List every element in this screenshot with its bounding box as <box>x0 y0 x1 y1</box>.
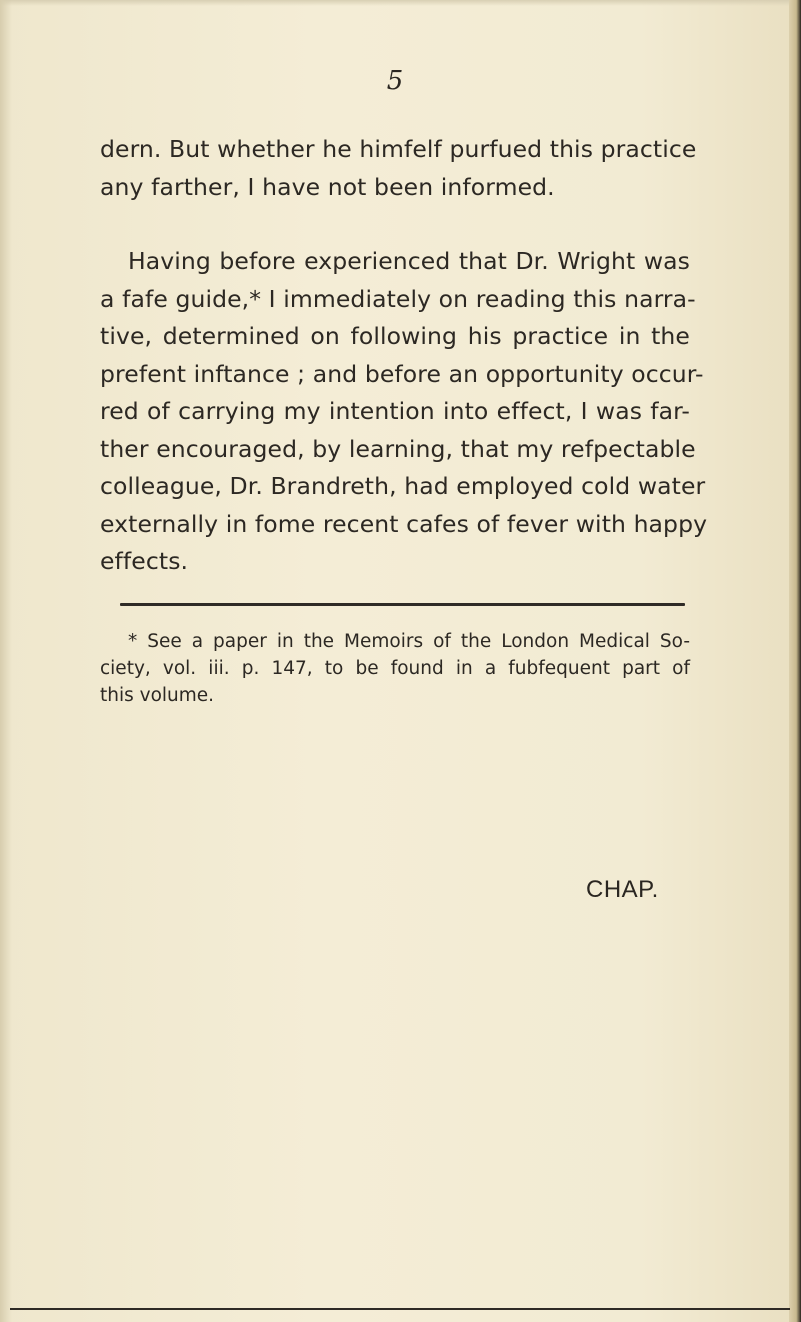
body-line: prefent inftance ; and before an opportunity occur- <box>100 359 704 388</box>
catchword: CHAP. <box>586 876 659 903</box>
page-left-edge <box>0 0 12 1322</box>
page-bottom-edge <box>10 1308 790 1310</box>
footnote-line: this volume. <box>100 685 215 706</box>
body-line: Having before experienced that Dr. Wright was <box>128 247 690 275</box>
paragraph-gap <box>100 206 690 243</box>
body-text <box>100 131 708 581</box>
body-line: ther encouraged, by learning, that my refpectable <box>100 434 696 463</box>
page-top-edge <box>0 0 801 6</box>
body-line: colleague, Dr. Brandreth, had employed cold water <box>100 472 706 500</box>
page-number: 5 <box>386 66 404 96</box>
footnote-line: ciety, vol. iii. p. 147, to be found in a fubfequent part of <box>100 658 690 679</box>
body-line: externally in fome recent cafes of fever with happy <box>100 509 708 538</box>
page-right-edge <box>789 0 801 1322</box>
body-line: any farther, I have not been informed. <box>100 172 555 201</box>
body-line: tive, determined on following his practice in the <box>100 322 690 350</box>
body-line: dern. But whether he himfelf purfued this practice <box>100 135 697 163</box>
footnote-line: * See a paper in the Memoirs of the London Medical So- <box>128 631 690 652</box>
footnote-rule <box>120 603 685 606</box>
body-line: red of carrying my intention into effect, I was far- <box>100 397 690 425</box>
body-line: a fafe guide,* I immediately on reading this narra- <box>100 284 696 313</box>
body-line: effects. <box>100 547 189 575</box>
footnote <box>100 628 690 709</box>
